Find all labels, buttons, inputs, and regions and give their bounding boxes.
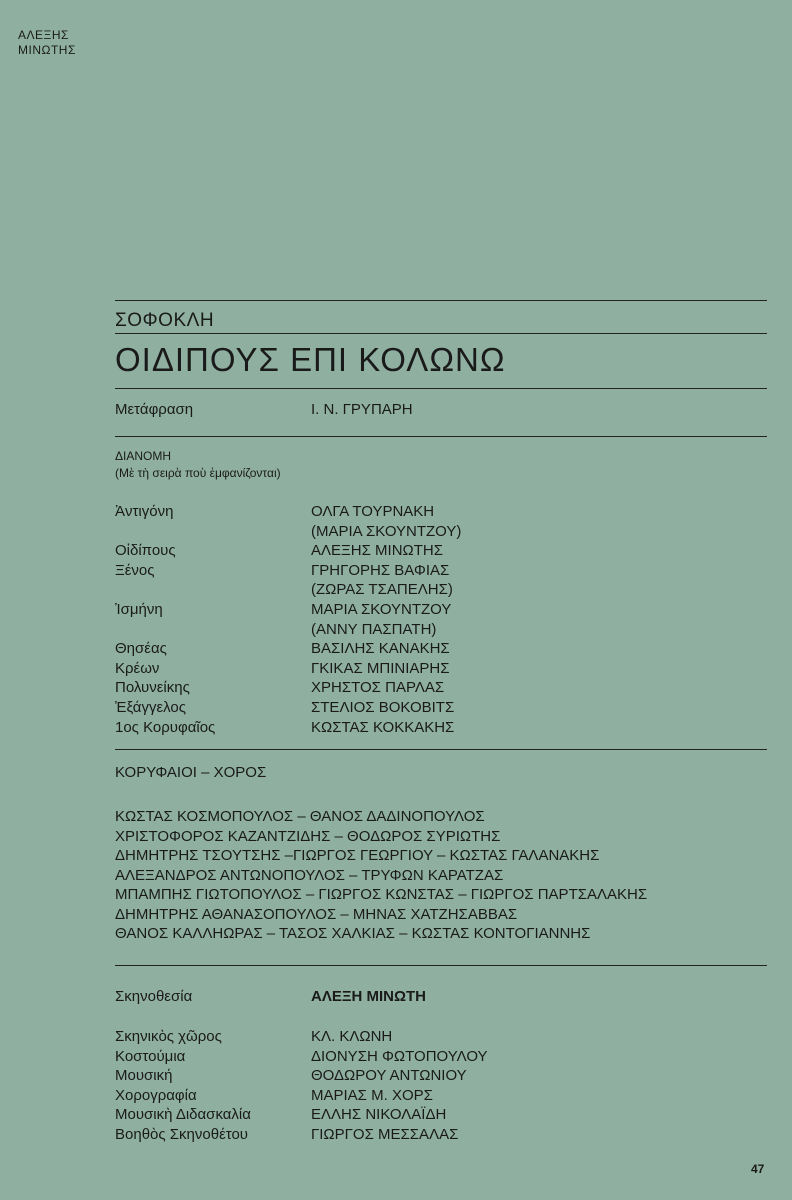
chorus-line: ΜΠΑΜΠΗΣ ΓΙΩΤΟΠΟΥΛΟΣ – ΓΙΩΡΓΟΣ ΚΩΝΣΤΑΣ – ΓΙΩΡΓΟΣ ΠΑΡΤΣΑΛΑΚΗΣ bbox=[115, 886, 648, 903]
divider bbox=[115, 436, 767, 437]
crew-name: ΚΛ. ΚΛΩΝΗ bbox=[311, 1028, 393, 1045]
crew-role: Μουσικὴ Διδασκαλία bbox=[115, 1106, 251, 1124]
chorus-line: ΔΗΜΗΤΡΗΣ ΑΘΑΝΑΣΟΠΟΥΛΟΣ – ΜΗΝΑΣ ΧΑΤΖΗΣΑΒΒΑΣ bbox=[115, 905, 518, 923]
cast-actor: ΑΛΕΞΗΣ ΜΙΝΩΤΗΣ bbox=[311, 542, 444, 560]
direction-label: Σκηνοθεσία bbox=[115, 988, 193, 1005]
crew-role: Μουσική bbox=[115, 1067, 173, 1085]
cast-row bbox=[115, 580, 767, 600]
crew-role: Κοστούμια bbox=[115, 1047, 186, 1065]
cast-row bbox=[115, 678, 767, 698]
cast-row bbox=[115, 522, 767, 542]
cast-role: 1ος Κορυφαῖος bbox=[115, 718, 216, 736]
cast-actor: ΧΡΗΣΤΟΣ ΠΑΡΛΑΣ bbox=[311, 679, 445, 697]
cast-role: Ἰσμήνη bbox=[115, 600, 163, 618]
crew-row bbox=[115, 1125, 767, 1145]
divider bbox=[115, 965, 767, 966]
crew-name: ΜΑΡΙΑΣ Μ. ΧΟΡΣ bbox=[311, 1086, 433, 1104]
crew-role: Σκηνικὸς χῶρος bbox=[115, 1028, 222, 1045]
cast-role: Πολυνείκης bbox=[115, 679, 190, 697]
chorus-line: ΔΗΜΗΤΡΗΣ ΤΣΟΥΤΣΗΣ –ΓΙΩΡΓΟΣ ΓΕΩΡΓΙΟΥ – ΚΩΣΤΑΣ ΓΑΛΑΝΑΚΗΣ bbox=[115, 847, 600, 864]
cast-actor: (ΑΝΝΥ ΠΑΣΠΑΤΗ) bbox=[311, 620, 437, 638]
cast-role: Κρέων bbox=[115, 659, 160, 677]
cast-actor: ΜΑΡΙΑ ΣΚΟΥΝΤΖΟΥ bbox=[311, 600, 452, 618]
crew-row bbox=[115, 1105, 767, 1125]
cast-role: Ξένος bbox=[115, 561, 155, 579]
cast-row bbox=[115, 541, 767, 561]
cast-actor: ΓΚΙΚΑΣ ΜΠΙΝΙΑΡΗΣ bbox=[311, 659, 450, 677]
cast-row bbox=[115, 718, 767, 738]
crew-row bbox=[115, 1066, 767, 1086]
direction-value: ΑΛΕΞΗ ΜΙΝΩΤΗ bbox=[311, 988, 427, 1005]
cast-row bbox=[115, 502, 767, 522]
distribution-title: ΔΙΑΝΟΜΗ bbox=[115, 449, 172, 463]
cast-row bbox=[115, 620, 767, 640]
crew-row bbox=[115, 1027, 767, 1047]
translation-label: Μετάφραση bbox=[115, 401, 194, 418]
cast-row bbox=[115, 600, 767, 620]
cast-actor: ΚΩΣΤΑΣ ΚΟΚΚΑΚΗΣ bbox=[311, 718, 455, 736]
divider bbox=[115, 300, 767, 301]
cast-row bbox=[115, 561, 767, 581]
cast-row bbox=[115, 659, 767, 679]
cast-actor: (ΜΑΡΙΑ ΣΚΟΥΝΤΖΟΥ) bbox=[311, 522, 462, 540]
cast-actor: (ΖΩΡΑΣ ΤΣΑΠΕΛΗΣ) bbox=[311, 581, 453, 599]
distribution-heading bbox=[115, 448, 281, 482]
cast-list bbox=[115, 502, 767, 737]
chorus-heading: ΚΟΡΥΦΑΙΟΙ – ΧΟΡΟΣ bbox=[115, 764, 267, 781]
crew-name: ΘΟΔΩΡΟΥ ΑΝΤΩΝΙΟΥ bbox=[311, 1067, 467, 1085]
play-title: ΟΙΔΙΠΟΥΣ ΕΠΙ ΚΟΛΩΝΩ bbox=[115, 341, 506, 378]
crew-name: ΕΛΛΗΣ ΝΙΚΟΛΑΪΔΗ bbox=[311, 1106, 447, 1124]
corner-label bbox=[18, 28, 76, 58]
cast-actor: ΓΡΗΓΟΡΗΣ ΒΑΦΙΑΣ bbox=[311, 561, 450, 579]
chorus-line: ΘΑΝΟΣ ΚΑΛΛΗΩΡΑΣ – ΤΑΣΟΣ ΧΑΛΚΙΑΣ – ΚΩΣΤΑΣ ΚΟΝΤΟΓΙΑΝΝΗΣ bbox=[115, 925, 591, 942]
cast-row bbox=[115, 639, 767, 659]
cast-role: Οἰδίπους bbox=[115, 542, 176, 560]
crew-row bbox=[115, 1086, 767, 1106]
author: ΣΟΦΟΚΛΗ bbox=[115, 310, 215, 331]
crew-row bbox=[115, 1047, 767, 1067]
cast-role: Θησέας bbox=[115, 640, 167, 658]
crew-role: Χορογραφία bbox=[115, 1086, 197, 1104]
divider bbox=[115, 749, 767, 750]
cast-actor: ΣΤΕΛΙΟΣ ΒΟΚΟΒΙΤΣ bbox=[311, 698, 455, 716]
crew-name: ΓΙΩΡΓΟΣ ΜΕΣΣΑΛΑΣ bbox=[311, 1125, 459, 1143]
page-number: 47 bbox=[751, 1162, 765, 1176]
translation-value: Ι. Ν. ΓΡΥΠΑΡΗ bbox=[311, 401, 413, 418]
cast-actor: ΒΑΣΙΛΗΣ ΚΑΝΑΚΗΣ bbox=[311, 640, 450, 658]
divider bbox=[115, 333, 767, 334]
cast-row bbox=[115, 698, 767, 718]
crew-role: Βοηθὸς Σκηνοθέτου bbox=[115, 1125, 249, 1143]
chorus-list bbox=[115, 807, 647, 944]
cast-role: Ἐξάγγελος bbox=[115, 698, 186, 716]
chorus-line: ΑΛΕΞΑΝΔΡΟΣ ΑΝΤΩΝΟΠΟΥΛΟΣ – ΤΡΥΦΩΝ ΚΑΡΑΤΖΑΣ bbox=[115, 866, 504, 884]
cast-role: Ἀντιγόνη bbox=[115, 503, 174, 520]
crew-name: ΔΙΟΝΥΣΗ ΦΩΤΟΠΟΥΛΟΥ bbox=[311, 1047, 488, 1065]
corner-label-line1: ΑΛΕΞΗΣ bbox=[18, 28, 69, 42]
divider bbox=[115, 388, 767, 389]
cast-actor: ΟΛΓΑ ΤΟΥΡΝΑΚΗ bbox=[311, 503, 435, 520]
crew-list bbox=[115, 1027, 767, 1145]
corner-label-line2: ΜΙΝΩΤΗΣ bbox=[18, 43, 76, 57]
chorus-line: ΧΡΙΣΤΟΦΟΡΟΣ ΚΑΖΑΝΤΖΙΔΗΣ – ΘΟΔΩΡΟΣ ΣΥΡΙΩΤΗΣ bbox=[115, 827, 501, 845]
chorus-line: ΚΩΣΤΑΣ ΚΟΣΜΟΠΟΥΛΟΣ – ΘΑΝΟΣ ΔΑΔΙΝΟΠΟΥΛΟΣ bbox=[115, 808, 485, 825]
distribution-subtitle: (Μὲ τὴ σειρὰ ποὺ ἐμφανίζονται) bbox=[115, 466, 281, 480]
